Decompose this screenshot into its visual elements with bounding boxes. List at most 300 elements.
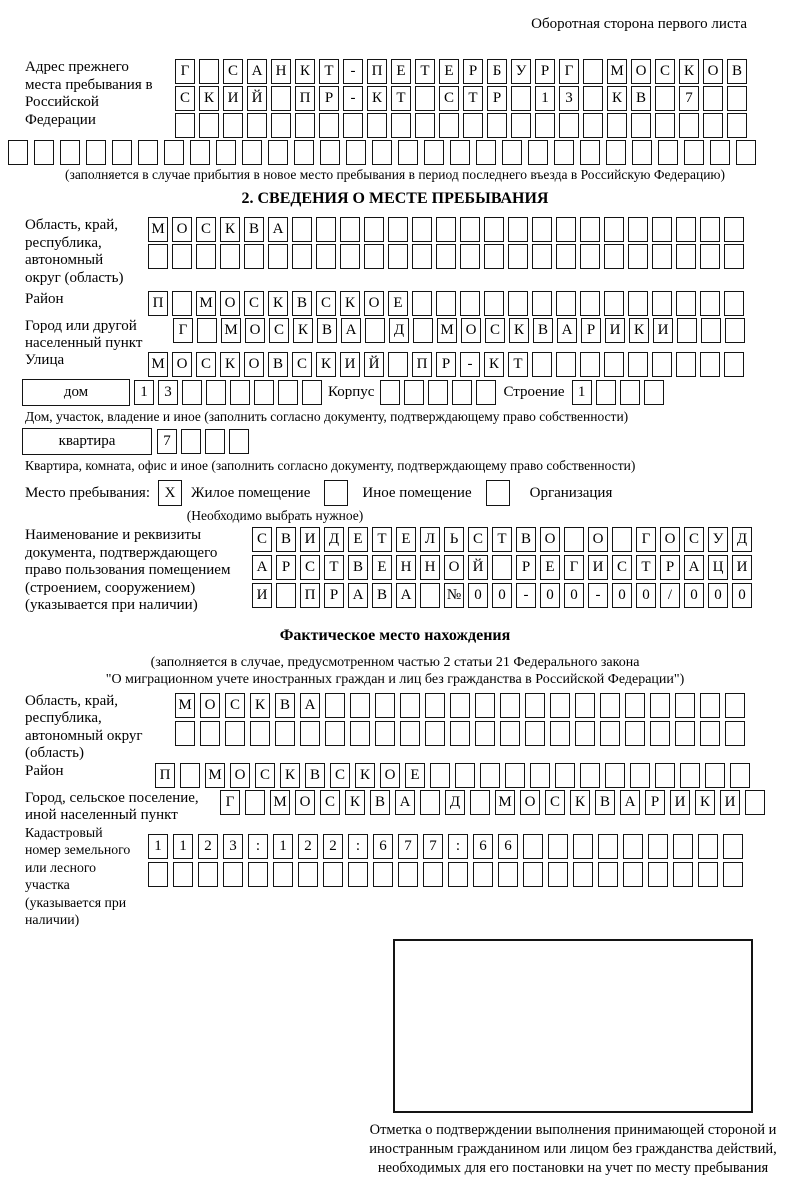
char-box[interactable]: О <box>295 790 315 815</box>
char-box[interactable] <box>450 693 470 718</box>
char-box[interactable] <box>703 86 723 111</box>
char-box[interactable] <box>420 583 440 608</box>
char-box[interactable] <box>625 693 645 718</box>
char-box[interactable]: К <box>355 763 375 788</box>
char-box[interactable] <box>655 763 675 788</box>
char-box[interactable]: 0 <box>564 583 584 608</box>
char-box[interactable] <box>346 140 366 165</box>
char-box[interactable] <box>350 721 370 746</box>
char-box[interactable]: 0 <box>636 583 656 608</box>
char-box[interactable] <box>275 721 295 746</box>
char-box[interactable] <box>680 763 700 788</box>
char-box[interactable] <box>112 140 132 165</box>
char-box[interactable] <box>248 862 268 887</box>
char-box[interactable] <box>684 140 704 165</box>
char-box[interactable] <box>320 140 340 165</box>
char-box[interactable]: Й <box>468 555 488 580</box>
char-box[interactable]: Е <box>348 527 368 552</box>
char-box[interactable] <box>556 217 576 242</box>
char-box[interactable] <box>268 244 288 269</box>
char-box[interactable]: 0 <box>612 583 632 608</box>
char-box[interactable] <box>525 721 545 746</box>
char-box[interactable] <box>452 380 472 405</box>
char-box[interactable] <box>620 380 640 405</box>
char-box[interactable] <box>350 693 370 718</box>
char-box[interactable]: : <box>248 834 268 859</box>
char-box[interactable] <box>448 862 468 887</box>
char-box[interactable]: В <box>372 583 392 608</box>
char-box[interactable] <box>583 59 603 84</box>
char-box[interactable] <box>230 380 250 405</box>
char-box[interactable] <box>373 862 393 887</box>
char-box[interactable]: Р <box>660 555 680 580</box>
char-box[interactable]: Г <box>220 790 240 815</box>
char-box[interactable]: М <box>196 291 216 316</box>
char-box[interactable] <box>138 140 158 165</box>
char-box[interactable]: 2 <box>298 834 318 859</box>
char-box[interactable]: Т <box>492 527 512 552</box>
char-box[interactable]: О <box>631 59 651 84</box>
char-box[interactable]: К <box>570 790 590 815</box>
char-box[interactable] <box>424 140 444 165</box>
char-box[interactable]: - <box>343 59 363 84</box>
char-box[interactable] <box>580 217 600 242</box>
char-box[interactable] <box>580 140 600 165</box>
char-box[interactable] <box>725 721 745 746</box>
char-box[interactable]: К <box>268 291 288 316</box>
char-box[interactable] <box>34 140 54 165</box>
char-box[interactable] <box>400 721 420 746</box>
char-box[interactable]: С <box>320 790 340 815</box>
char-box[interactable] <box>548 834 568 859</box>
char-box[interactable] <box>450 140 470 165</box>
char-box[interactable] <box>554 140 574 165</box>
char-box[interactable]: Р <box>645 790 665 815</box>
char-box[interactable]: Н <box>396 555 416 580</box>
char-box[interactable]: У <box>708 527 728 552</box>
char-box[interactable]: А <box>247 59 267 84</box>
char-box[interactable] <box>530 763 550 788</box>
char-box[interactable] <box>250 721 270 746</box>
char-box[interactable] <box>710 140 730 165</box>
char-box[interactable]: И <box>340 352 360 377</box>
char-box[interactable] <box>172 244 192 269</box>
char-box[interactable] <box>550 721 570 746</box>
char-box[interactable]: Т <box>463 86 483 111</box>
char-box[interactable]: И <box>223 86 243 111</box>
char-box[interactable] <box>367 113 387 138</box>
char-box[interactable] <box>428 380 448 405</box>
char-box[interactable]: - <box>588 583 608 608</box>
char-box[interactable]: О <box>244 352 264 377</box>
char-box[interactable]: Р <box>516 555 536 580</box>
char-box[interactable] <box>436 217 456 242</box>
char-box[interactable]: 0 <box>708 583 728 608</box>
char-box[interactable] <box>700 291 720 316</box>
char-box[interactable] <box>325 721 345 746</box>
char-box[interactable] <box>205 429 225 454</box>
char-box[interactable]: В <box>268 352 288 377</box>
char-box[interactable]: / <box>660 583 680 608</box>
char-box[interactable]: У <box>511 59 531 84</box>
char-box[interactable] <box>703 113 723 138</box>
char-box[interactable] <box>463 113 483 138</box>
char-box[interactable]: О <box>230 763 250 788</box>
char-box[interactable] <box>398 862 418 887</box>
char-box[interactable]: О <box>172 217 192 242</box>
char-box[interactable]: Е <box>405 763 425 788</box>
char-box[interactable] <box>727 86 747 111</box>
char-box[interactable] <box>675 693 695 718</box>
char-box[interactable]: О <box>660 527 680 552</box>
char-box[interactable]: В <box>516 527 536 552</box>
char-box[interactable] <box>388 244 408 269</box>
char-box[interactable] <box>498 862 518 887</box>
char-box[interactable]: : <box>348 834 368 859</box>
char-box[interactable]: М <box>607 59 627 84</box>
char-box[interactable]: К <box>345 790 365 815</box>
char-box[interactable] <box>278 380 298 405</box>
char-box[interactable]: Т <box>508 352 528 377</box>
char-box[interactable]: О <box>380 763 400 788</box>
char-box[interactable] <box>182 380 202 405</box>
char-box[interactable] <box>175 113 195 138</box>
char-box[interactable] <box>730 763 750 788</box>
char-box[interactable] <box>550 693 570 718</box>
char-box[interactable]: К <box>250 693 270 718</box>
char-box[interactable] <box>302 380 322 405</box>
char-box[interactable] <box>319 113 339 138</box>
char-box[interactable]: В <box>348 555 368 580</box>
char-box[interactable] <box>655 86 675 111</box>
char-box[interactable] <box>413 318 433 343</box>
char-box[interactable] <box>181 429 201 454</box>
char-box[interactable] <box>375 693 395 718</box>
char-box[interactable] <box>511 113 531 138</box>
char-box[interactable]: С <box>255 763 275 788</box>
char-box[interactable] <box>511 86 531 111</box>
char-box[interactable]: И <box>252 583 272 608</box>
char-box[interactable] <box>295 113 315 138</box>
char-box[interactable]: С <box>485 318 505 343</box>
char-box[interactable] <box>294 140 314 165</box>
char-box[interactable] <box>430 763 450 788</box>
char-box[interactable] <box>623 834 643 859</box>
char-box[interactable]: Т <box>319 59 339 84</box>
char-box[interactable] <box>292 217 312 242</box>
char-box[interactable] <box>343 113 363 138</box>
char-box[interactable] <box>508 244 528 269</box>
char-box[interactable] <box>245 790 265 815</box>
char-box[interactable] <box>476 140 496 165</box>
char-box[interactable] <box>736 140 756 165</box>
char-box[interactable] <box>532 352 552 377</box>
char-box[interactable]: К <box>280 763 300 788</box>
char-box[interactable] <box>564 527 584 552</box>
char-box[interactable] <box>598 862 618 887</box>
char-box[interactable] <box>677 318 697 343</box>
char-box[interactable] <box>508 291 528 316</box>
char-box[interactable]: О <box>461 318 481 343</box>
char-box[interactable] <box>650 721 670 746</box>
char-box[interactable] <box>415 113 435 138</box>
char-box[interactable]: Й <box>364 352 384 377</box>
char-box[interactable] <box>725 318 745 343</box>
char-box[interactable] <box>630 763 650 788</box>
char-box[interactable]: Е <box>540 555 560 580</box>
char-box[interactable] <box>532 291 552 316</box>
char-box[interactable] <box>223 113 243 138</box>
char-box[interactable]: П <box>412 352 432 377</box>
char-box[interactable] <box>556 244 576 269</box>
char-box[interactable] <box>148 244 168 269</box>
char-box[interactable]: К <box>340 291 360 316</box>
char-box[interactable] <box>436 291 456 316</box>
char-box[interactable] <box>375 721 395 746</box>
char-box[interactable]: О <box>220 291 240 316</box>
char-box[interactable]: О <box>172 352 192 377</box>
char-box[interactable] <box>676 291 696 316</box>
char-box[interactable] <box>600 721 620 746</box>
char-box[interactable]: С <box>300 555 320 580</box>
char-box[interactable] <box>623 862 643 887</box>
char-box[interactable]: К <box>695 790 715 815</box>
char-box[interactable]: О <box>588 527 608 552</box>
char-box[interactable] <box>404 380 424 405</box>
char-box[interactable] <box>412 244 432 269</box>
char-box[interactable] <box>600 693 620 718</box>
char-box[interactable] <box>596 380 616 405</box>
char-box[interactable] <box>548 862 568 887</box>
char-box[interactable] <box>180 763 200 788</box>
char-box[interactable] <box>525 693 545 718</box>
char-box[interactable]: Й <box>247 86 267 111</box>
char-box[interactable] <box>606 140 626 165</box>
char-box[interactable]: 7 <box>157 429 177 454</box>
char-box[interactable]: - <box>343 86 363 111</box>
char-box[interactable]: С <box>684 527 704 552</box>
char-box[interactable] <box>556 352 576 377</box>
char-box[interactable] <box>316 217 336 242</box>
char-box[interactable] <box>532 217 552 242</box>
char-box[interactable] <box>652 352 672 377</box>
char-box[interactable]: С <box>175 86 195 111</box>
char-box[interactable] <box>323 862 343 887</box>
char-box[interactable] <box>254 380 274 405</box>
char-box[interactable]: А <box>557 318 577 343</box>
char-box[interactable] <box>60 140 80 165</box>
char-box[interactable]: М <box>270 790 290 815</box>
char-box[interactable] <box>676 217 696 242</box>
char-box[interactable] <box>700 244 720 269</box>
char-box[interactable]: Е <box>372 555 392 580</box>
char-box[interactable] <box>450 721 470 746</box>
char-box[interactable] <box>725 693 745 718</box>
char-box[interactable] <box>492 555 512 580</box>
char-box[interactable]: В <box>292 291 312 316</box>
char-box[interactable] <box>580 244 600 269</box>
char-box[interactable]: Г <box>564 555 584 580</box>
char-box[interactable]: 1 <box>572 380 592 405</box>
char-box[interactable]: К <box>316 352 336 377</box>
char-box[interactable]: Р <box>535 59 555 84</box>
char-box[interactable] <box>480 763 500 788</box>
char-box[interactable] <box>173 862 193 887</box>
char-box[interactable] <box>701 318 721 343</box>
char-box[interactable] <box>172 291 192 316</box>
char-box[interactable]: С <box>225 693 245 718</box>
char-box[interactable]: О <box>520 790 540 815</box>
char-box[interactable] <box>197 318 217 343</box>
char-box[interactable]: А <box>620 790 640 815</box>
char-box[interactable] <box>436 244 456 269</box>
char-box[interactable]: А <box>396 583 416 608</box>
char-box[interactable] <box>276 583 296 608</box>
char-box[interactable]: 3 <box>559 86 579 111</box>
char-box[interactable]: М <box>148 352 168 377</box>
char-box[interactable] <box>658 140 678 165</box>
char-box[interactable]: И <box>605 318 625 343</box>
char-box[interactable]: В <box>305 763 325 788</box>
char-box[interactable] <box>573 862 593 887</box>
char-box[interactable]: 0 <box>540 583 560 608</box>
char-box[interactable] <box>415 86 435 111</box>
char-box[interactable] <box>244 244 264 269</box>
char-box[interactable] <box>700 721 720 746</box>
char-box[interactable]: 2 <box>198 834 218 859</box>
char-box[interactable] <box>439 113 459 138</box>
char-box[interactable]: И <box>300 527 320 552</box>
char-box[interactable]: В <box>631 86 651 111</box>
char-box[interactable] <box>598 834 618 859</box>
char-box[interactable] <box>420 790 440 815</box>
char-box[interactable] <box>528 140 548 165</box>
char-box[interactable] <box>484 217 504 242</box>
char-box[interactable] <box>523 862 543 887</box>
char-box[interactable]: С <box>292 352 312 377</box>
char-box[interactable]: А <box>684 555 704 580</box>
char-box[interactable] <box>628 352 648 377</box>
char-box[interactable] <box>365 318 385 343</box>
char-box[interactable] <box>559 113 579 138</box>
char-box[interactable] <box>723 834 743 859</box>
char-box[interactable] <box>199 113 219 138</box>
char-box[interactable] <box>425 721 445 746</box>
char-box[interactable] <box>652 217 672 242</box>
char-box[interactable]: В <box>276 527 296 552</box>
char-box[interactable]: А <box>300 693 320 718</box>
char-box[interactable]: О <box>540 527 560 552</box>
char-box[interactable]: С <box>196 352 216 377</box>
char-box[interactable]: 1 <box>134 380 154 405</box>
char-box[interactable] <box>676 352 696 377</box>
char-box[interactable]: К <box>367 86 387 111</box>
char-box[interactable]: Д <box>732 527 752 552</box>
char-box[interactable]: П <box>367 59 387 84</box>
char-box[interactable]: Г <box>173 318 193 343</box>
char-box[interactable]: Г <box>559 59 579 84</box>
char-box[interactable]: Б <box>487 59 507 84</box>
char-box[interactable]: Р <box>324 583 344 608</box>
char-box[interactable] <box>607 113 627 138</box>
char-box[interactable] <box>348 862 368 887</box>
char-box[interactable]: Е <box>439 59 459 84</box>
char-box[interactable] <box>223 862 243 887</box>
char-box[interactable] <box>220 244 240 269</box>
char-box[interactable] <box>555 763 575 788</box>
char-box[interactable]: И <box>670 790 690 815</box>
char-box[interactable]: М <box>437 318 457 343</box>
char-box[interactable]: Е <box>388 291 408 316</box>
char-box[interactable]: А <box>252 555 272 580</box>
char-box[interactable] <box>612 527 632 552</box>
char-box[interactable] <box>575 721 595 746</box>
char-box[interactable]: С <box>655 59 675 84</box>
char-box[interactable]: С <box>316 291 336 316</box>
char-box[interactable] <box>200 721 220 746</box>
char-box[interactable] <box>423 862 443 887</box>
char-box[interactable]: С <box>269 318 289 343</box>
char-box[interactable] <box>271 86 291 111</box>
char-box[interactable]: Ц <box>708 555 728 580</box>
char-box[interactable] <box>470 790 490 815</box>
char-box[interactable] <box>625 721 645 746</box>
char-box[interactable] <box>242 140 262 165</box>
char-box[interactable] <box>199 59 219 84</box>
char-box[interactable]: С <box>439 86 459 111</box>
char-box[interactable]: В <box>317 318 337 343</box>
char-box[interactable] <box>532 244 552 269</box>
char-box[interactable] <box>745 790 765 815</box>
char-box[interactable]: К <box>607 86 627 111</box>
char-box[interactable]: 7 <box>423 834 443 859</box>
char-box[interactable]: С <box>223 59 243 84</box>
char-box[interactable]: К <box>220 352 240 377</box>
char-box[interactable] <box>500 693 520 718</box>
char-box[interactable]: 0 <box>468 583 488 608</box>
char-box[interactable]: 1 <box>173 834 193 859</box>
char-box[interactable] <box>604 352 624 377</box>
char-box[interactable]: В <box>595 790 615 815</box>
char-box[interactable]: М <box>148 217 168 242</box>
char-box[interactable]: Л <box>420 527 440 552</box>
char-box[interactable] <box>364 244 384 269</box>
char-box[interactable] <box>400 693 420 718</box>
char-box[interactable] <box>460 244 480 269</box>
other-premises-checkbox[interactable] <box>324 480 348 506</box>
char-box[interactable]: 3 <box>158 380 178 405</box>
char-box[interactable] <box>364 217 384 242</box>
char-box[interactable]: К <box>295 59 315 84</box>
char-box[interactable]: О <box>703 59 723 84</box>
char-box[interactable]: К <box>293 318 313 343</box>
char-box[interactable]: Т <box>391 86 411 111</box>
char-box[interactable] <box>648 834 668 859</box>
char-box[interactable] <box>325 693 345 718</box>
char-box[interactable]: 3 <box>223 834 243 859</box>
char-box[interactable] <box>247 113 267 138</box>
char-box[interactable]: Е <box>396 527 416 552</box>
char-box[interactable] <box>340 217 360 242</box>
char-box[interactable] <box>700 352 720 377</box>
char-box[interactable]: К <box>629 318 649 343</box>
char-box[interactable] <box>650 693 670 718</box>
char-box[interactable] <box>484 244 504 269</box>
char-box[interactable]: О <box>200 693 220 718</box>
char-box[interactable]: Р <box>319 86 339 111</box>
char-box[interactable]: 6 <box>373 834 393 859</box>
char-box[interactable]: Д <box>324 527 344 552</box>
